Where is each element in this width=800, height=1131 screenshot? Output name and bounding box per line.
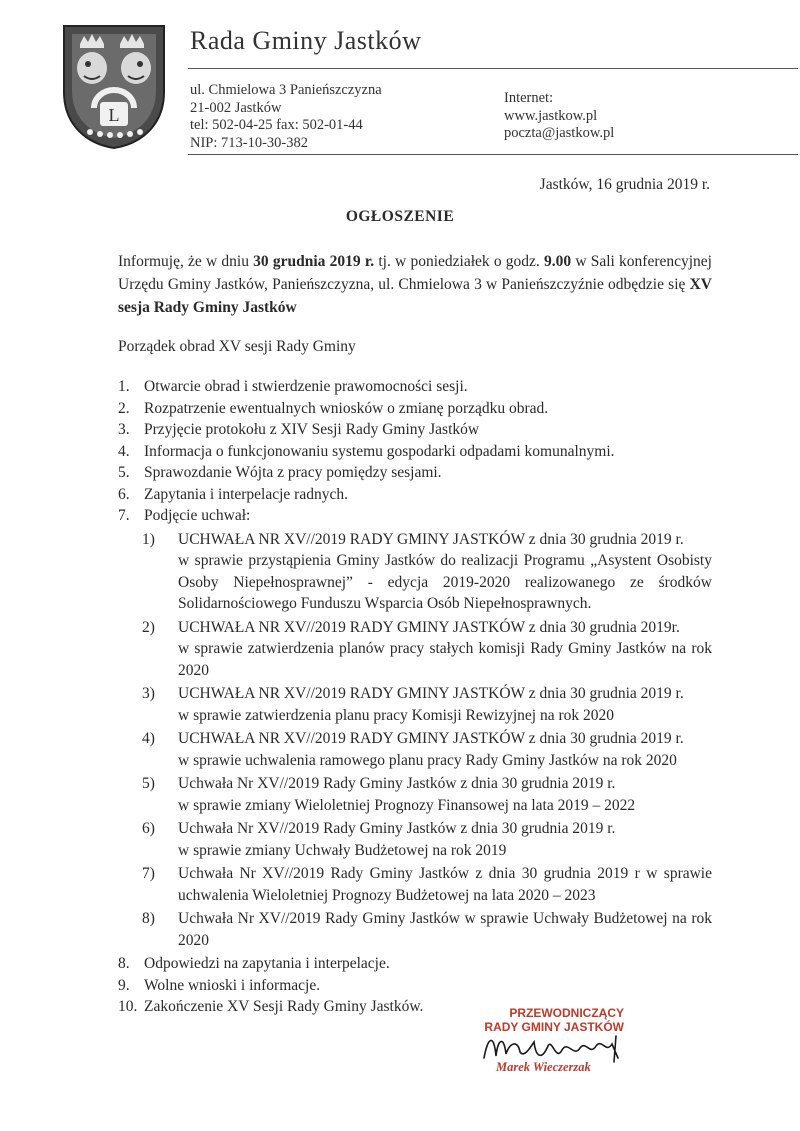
agenda-item-number: 6. [118,485,130,503]
agenda-item-number: 9. [118,976,130,994]
agenda-list [118,376,712,1018]
resolution-subject: w sprawie zatwierdzenia planów pracy stałych komisji Rady Gminy Jastków na rok 2020 [178,640,712,679]
resolution-item [142,818,712,861]
resolution-number: 2) [142,618,155,636]
resolution-title: Uchwała Nr XV//2019 Rady Gminy Jastków z dnia 30 grudnia 2019 r. [178,775,616,792]
agenda-item [118,462,712,484]
document-date: Jastków, 16 grudnia 2019 r. [539,176,710,193]
agenda-item-text: Przyjęcie protokołu z XIV Sesji Rady Gminy Jastków [144,421,480,438]
resolution-number: 1) [142,530,155,548]
email-link[interactable]: poczta@jastkow.pl [504,125,615,141]
agenda-item-text: Zakończenie XV Sesji Rady Gminy Jastków. [144,998,424,1015]
agenda-item-number: 7. [118,507,130,524]
web-contact-block [504,90,614,143]
agenda-item-text: Otwarcie obrad i stwierdzenie prawomocności sesji. [144,378,468,395]
resolution-title: Uchwała Nr XV//2019 Rady Gminy Jastków z dnia 30 grudnia 2019 r w sprawie uchwalenia Wieloletniej Prognozy Budżetowej na lata 2020 – 2023 [178,865,712,904]
resolution-title: UCHWAŁA NR XV//2019 RADY GMINY JASTKÓW z dnia 30 grudnia 2019r. [178,618,680,636]
resolution-item [142,683,712,726]
intro-text-3: w Sali konferencyjnej Urzędu Gminy Jastków, Panieńszczyzna, ul. Chmielowa 3 w Panieńszczyźnie odbędzie się [118,253,712,293]
resolution-title: UCHWAŁA NR XV//2019 RADY GMINY JASTKÓW z dnia 30 grudnia 2019 r. [178,530,684,548]
intro-text-2: tj. w poniedziałek o godz. [374,253,544,270]
signatory-name: Marek Wieczerzak [496,1060,591,1074]
resolution-item [142,863,712,906]
address-nip: NIP: 713-10-30-382 [190,134,309,151]
address-block [190,82,382,152]
agenda-item [118,953,712,975]
agenda-title: Porządek obrad XV sesji Rady Gminy [118,338,356,355]
resolution-subject: w sprawie zmiany Uchwały Budżetowej na rok 2019 [178,841,507,859]
resolution-number: 8) [142,910,155,927]
header-divider-bottom [188,154,798,155]
agenda-item-number: 5. [118,464,130,481]
coat-of-arms-icon [60,22,168,150]
document-heading: OGŁOSZENIE [345,208,455,225]
resolution-number: 7) [142,865,155,882]
website-link[interactable]: www.jastkow.pl [504,107,598,124]
resolution-item [142,529,712,615]
address-postal: 21-002 Jastków [190,99,282,116]
agenda-item-text: Rozpatrzenie ewentualnych wniosków o zmianę porządku obrad. [144,399,549,417]
signature-title-line2: RADY GMINY JASTKÓW [484,1020,624,1034]
resolution-item [142,728,712,771]
agenda-item-text: Sprawozdanie Wójta z pracy pomiędzy sesjami. [144,464,442,481]
resolution-item [142,908,712,951]
resolution-subject: w sprawie uchwalenia ramowego planu pracy Rady Gminy Jastków na rok 2020 [178,751,677,769]
internet-label: Internet: [504,90,554,106]
agenda-item-number: 4. [118,442,130,460]
agenda-item-text: Odpowiedzi na zapytania i interpelacje. [144,955,390,972]
resolution-subject: w sprawie zatwierdzenia planu pracy Komisji Rewizyjnej na rok 2020 [178,706,615,724]
agenda-item-number: 1. [118,378,130,395]
agenda-item [118,975,712,997]
organization-title: Rada Gminy Jastków [190,26,422,55]
agenda-item [118,419,712,441]
resolution-number: 4) [142,730,155,747]
announcement-paragraph [118,250,712,319]
header-divider-top [188,68,798,69]
signature-title-line1: PRZEWODNICZĄCY [509,1006,624,1020]
agenda-item-number: 10. [118,998,138,1015]
resolution-number: 3) [142,685,155,702]
agenda-item-text: Podjęcie uchwał: [144,507,251,524]
address-street: ul. Chmielowa 3 Panieńszczyzna [190,82,382,98]
agenda-item [118,484,712,506]
announcement-body [118,250,712,319]
agenda-item-text: Informacja o funkcjonowaniu systemu gospodarki odpadami komunalnymi. [144,442,615,460]
resolution-title: Uchwała Nr XV//2019 Rady Gminy Jastków z dnia 30 grudnia 2019 r. [178,820,616,837]
resolution-title: UCHWAŁA NR XV//2019 RADY GMINY JASTKÓW z dnia 30 grudnia 2019 r. [178,685,684,702]
resolution-title: Uchwała Nr XV//2019 Rady Gminy Jastków w sprawie Uchwały Budżetowej na rok 2020 [178,910,712,949]
resolution-item [142,773,712,816]
intro-time: 9.00 [544,253,572,270]
intro-session: XV sesja Rady Gminy Jastków [118,276,712,316]
resolution-number: 5) [142,775,155,792]
intro-text-1: Informuję, że w dniu [118,253,254,270]
intro-date: 30 grudnia 2019 r. [253,253,375,270]
resolution-title: UCHWAŁA NR XV//2019 RADY GMINY JASTKÓW z dnia 30 grudnia 2019 r. [178,730,684,747]
agenda-item [118,441,712,463]
resolution-subject: w sprawie przystąpienia Gminy Jastków do realizacji Programu „Asystent Osobisty Osoby Niepełnosprawnej” - edycja 2019-2020 realizowanego ze środków Solidarnościowego Funduszu Wsparcia Osób Niepełnosprawnych. [178,552,712,612]
agenda-item-number: 3. [118,421,130,438]
agenda-item [118,505,712,527]
svg-text:L: L [108,105,120,125]
resolution-item [142,617,712,682]
address-phone: tel: 502-04-25 fax: 502-01-44 [190,117,363,133]
agenda-item-text: Wolne wnioski i informacje. [144,976,321,994]
agenda-item-text: Zapytania i interpelacje radnych. [144,485,348,503]
agenda-item [118,398,712,420]
agenda-item-number: 8. [118,955,130,972]
agenda-item-number: 2. [118,399,130,417]
resolution-subject: w sprawie zmiany Wieloletniej Prognozy Finansowej na lata 2019 – 2022 [178,796,636,814]
agenda-item [118,376,712,398]
resolution-number: 6) [142,820,155,837]
